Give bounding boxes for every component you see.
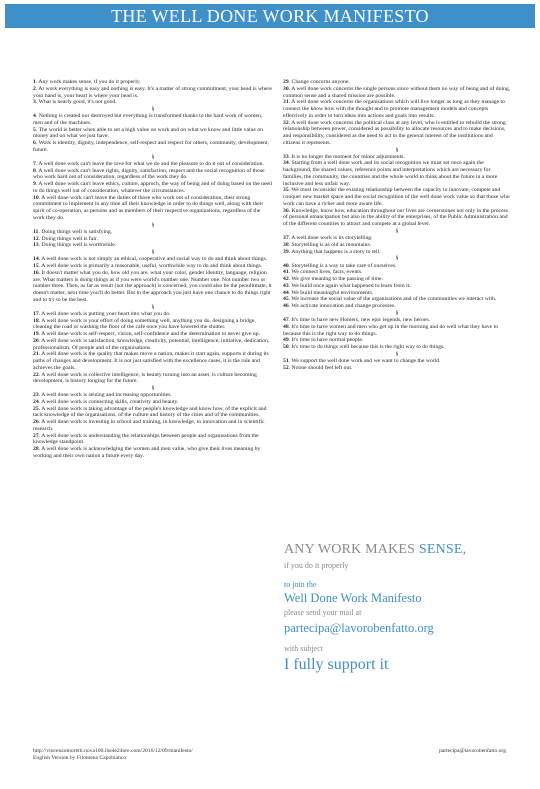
item-number: 18 <box>33 317 39 324</box>
manifesto-item <box>283 242 511 249</box>
manifesto-item <box>33 242 273 249</box>
item-number: 46 <box>283 303 289 310</box>
item-number: 16 <box>33 269 39 276</box>
item-number: 39 <box>283 248 289 255</box>
item-text: . A well done work is primarily a reasonable, useful, worthwhile way to do and think about things. <box>38 263 263 270</box>
manifesto-item <box>283 317 511 324</box>
manifesto-item <box>33 433 273 447</box>
item-text: . Starting from a well done work and its social recognition we must set once again the background, the shared values, reference points and interpretations which are necessary for families, the community, the countries and the whole world to think about the future in a more inclusive and less unfair way. <box>283 160 498 187</box>
item-number: 28 <box>33 446 39 453</box>
item-text: . It's time to have normal people. <box>288 337 364 344</box>
item-text: . Doing things well is worthwhile. <box>38 242 117 249</box>
cta-subject-text: I fully support it <box>284 656 389 673</box>
section-separator: § <box>151 249 155 256</box>
section-separator: § <box>395 146 399 153</box>
cta-join-text: to join the <box>284 580 317 589</box>
item-text: . A well done work is satisfaction, knowledge, creativity, potential, intelligence, initiative, dedication, professionalism. Of people and of the organisations. <box>33 337 270 351</box>
item-number: 35 <box>283 187 289 194</box>
item-text: . A well done work is taking advantage of the people's knowledge and know how, of the explicit and tacit knowledge of the organisations, of the culture and history of the cities and of the communities. <box>33 405 267 419</box>
manifesto-item <box>33 372 273 386</box>
section-separator: § <box>151 221 155 228</box>
cta-subline: if you do it properly <box>284 561 349 570</box>
item-text: . It's time to have new Homers, new epic legends, new heroes. <box>288 317 431 324</box>
manifesto-item <box>283 249 511 256</box>
manifesto-item <box>33 331 273 338</box>
manifesto-item <box>283 358 511 365</box>
item-text: . A well done work is understanding the relationships between people and organisations from the knowledge standpoint. <box>33 432 259 446</box>
manifesto-item <box>33 161 273 168</box>
item-text: . We give meaning to the passing of time. <box>288 276 383 283</box>
item-number: 5 <box>33 126 36 133</box>
manifesto-item <box>33 236 273 243</box>
cta-subject-label: with subject <box>284 644 323 653</box>
item-text: . We build meaningful environments. <box>288 289 374 296</box>
manifesto-item <box>33 270 273 304</box>
item-text: . We connect lives, facts, events. <box>288 269 363 276</box>
item-text: . A well done work is putting your heart into what you do. <box>38 310 171 317</box>
section-separator: § <box>395 350 399 357</box>
manifesto-item <box>283 235 511 242</box>
item-text: . Any work makes sense, if you do it properly. <box>35 79 141 85</box>
cta-headline-sense: SENSE <box>418 542 463 557</box>
item-text: . We build once again what happened to learn from it. <box>288 282 411 289</box>
item-number: 51 <box>283 358 289 365</box>
footer-url-link[interactable]: http://vincenzomoretti.nova100.ilsole24ore.com/2016/12/09/manifesto/ <box>33 748 193 754</box>
manifesto-item <box>33 419 273 433</box>
item-text: . We must reconsider the existing relationship between the capacity to innovate, compete and conquer new market space and the social recognition of the well done work value so that those who work can have a richer and more aware life. <box>283 187 510 207</box>
footer-credit: English Version by Filomena Capobianco <box>33 755 127 761</box>
item-number: 34 <box>283 160 289 167</box>
item-text: . We activate innovation and change processes. <box>288 303 396 310</box>
manifesto-item <box>33 195 273 222</box>
item-number: 1 <box>33 79 36 85</box>
item-text: . A well done work can't leave the love for what we do and the pleasure to do it out of consideration. <box>35 160 264 167</box>
item-text: . A well done work is investing in school and training, in knowledge, in innovation and in scientific research. <box>33 419 265 432</box>
section-separator: § <box>395 309 399 316</box>
item-number: 8 <box>33 167 36 174</box>
manifesto-item <box>33 140 273 154</box>
item-number: 21 <box>33 351 39 358</box>
manifesto-item <box>33 79 273 86</box>
item-text: . A well done work is collective intelligence, is beauty turning into an asset, is culture becoming development, is history longing for the future. <box>33 371 257 385</box>
manifesto-item <box>33 338 273 352</box>
item-text: . What is nearly good, it's not good. <box>35 99 117 106</box>
item-text: . It's time to have women and men who get up in the morning and do well what they have to because this is the right way to do things. <box>283 323 499 337</box>
manifesto-item <box>33 229 273 236</box>
section-separator: § <box>395 255 399 262</box>
item-number: 24 <box>33 398 39 405</box>
manifesto-item <box>283 303 511 310</box>
item-text: . Storytelling is a way to take care of ourselves. <box>288 262 397 269</box>
manifesto-item <box>33 406 273 420</box>
item-text: . Noone should feel left out. <box>288 364 353 371</box>
cta-manifesto-name: Well Done Work Manifesto <box>284 591 422 605</box>
item-text: . A well done work is your effort of doing something well, anything you do, designing a bridge, cleaning the road or washing the floor of the café once you have lowered the shutter. <box>33 317 256 331</box>
section-separator: § <box>151 106 155 112</box>
item-text: . We increase the social value of the organisations and of the communities we interact with. <box>288 296 497 303</box>
manifesto-item <box>33 399 273 406</box>
item-number: 43 <box>283 282 289 289</box>
item-text: . Doing things well is fair. <box>38 235 98 242</box>
section-separator: § <box>395 227 399 234</box>
item-text: . A well done work is its storytelling. <box>288 235 373 242</box>
manifesto-item <box>283 160 511 187</box>
cta-email-link[interactable]: partecipa@lavorobenfatto.org <box>284 621 434 635</box>
manifesto-item <box>33 446 273 460</box>
section-separator: § <box>151 303 155 310</box>
item-number: 32 <box>283 119 289 126</box>
item-text: . A well done work is seizing and increasing opportunities. <box>38 392 172 399</box>
item-number: 26 <box>33 419 39 426</box>
cta-headline-comma: , <box>462 542 467 557</box>
cta-send-text: please send your mail at <box>284 608 362 617</box>
manifesto-item <box>33 86 273 100</box>
item-number: 6 <box>33 140 36 147</box>
item-text: . A well done work is connecting skills, creativity and beauty. <box>38 398 179 405</box>
item-text: . Doing things well is satisfying. <box>38 228 113 235</box>
item-text: . Knowledge, know how, education throughout our lives are cornerstones not only in the process of personal emancipation but also in the ability of the enterprises, of the Public Administration and of the different countries to attract and compete at a global level. <box>283 207 509 228</box>
item-number: 48 <box>283 323 289 330</box>
manifesto-item <box>283 283 511 290</box>
manifesto-item <box>283 187 511 207</box>
item-number: 27 <box>33 432 39 439</box>
item-number: 23 <box>33 392 39 399</box>
page-title: THE WELL DONE WORK MANIFESTO <box>111 6 429 26</box>
item-text: . Anything that happens is a story to tell. <box>288 248 381 255</box>
item-number: 14 <box>33 256 39 263</box>
item-number: 7 <box>33 160 36 167</box>
item-number: 40 <box>283 262 289 269</box>
item-number: 15 <box>33 263 39 270</box>
footer-email[interactable]: partecipa@lavorobenfatto.org <box>438 748 506 754</box>
manifesto-item <box>33 181 273 195</box>
item-text: . At work everything is easy and nothing is easy. It's a matter of strong commitment, your head is where your hand is, your heart is where your head is. <box>33 85 272 99</box>
item-number: 36 <box>283 207 289 214</box>
item-number: 2 <box>33 85 36 92</box>
manifesto-item <box>33 392 273 399</box>
cta-headline-part-a: ANY WORK MAKES <box>284 542 419 557</box>
item-text: . The world is better when able to set a high value on work and on what we know and little value on money and on what we just have. <box>33 126 264 140</box>
item-text: . Storytelling is as old as mountains. <box>288 241 372 248</box>
item-text: . A well done work can't leave the duties of those who work out of consideration, their strong commitment to implement in any time all their knowledge in order to do things well, along with their spirit of co-operation, as persons and as members of their respective organizations, regardless of the work they do. <box>33 194 264 221</box>
title-banner <box>5 4 535 28</box>
item-number: 19 <box>33 331 39 338</box>
footer-source <box>33 748 333 762</box>
manifesto-item <box>33 127 273 141</box>
item-number: 3 <box>33 99 36 106</box>
item-number: 49 <box>283 337 289 344</box>
item-number: 45 <box>283 296 289 303</box>
manifesto-item <box>283 79 511 86</box>
item-number: 17 <box>33 310 39 317</box>
item-text: . Nothing is created nor destroyed but everything is transformed thanks to the hard work of women, men and of the machines. <box>33 113 263 126</box>
item-text: . A well done work concerns the organisations which will live longer as long as they manage to connect the know how with the thought and to promote management models and concepts effectively in order to turn ideas into actions and goals into results. <box>283 99 505 119</box>
item-number: 42 <box>283 276 289 283</box>
manifesto-item <box>283 365 511 372</box>
section-separator: § <box>151 385 155 392</box>
item-text: . A well done work is not simply an ethical, cooperative and social way to do and think about things. <box>38 256 268 263</box>
item-text: . It is no longer the moment for minor adjustments. <box>288 153 405 160</box>
manifesto-item <box>283 208 511 228</box>
item-number: 41 <box>283 269 289 276</box>
manifesto-item <box>283 99 511 119</box>
item-number: 50 <box>283 344 289 351</box>
item-text: . Change concerns anyone. <box>288 79 350 85</box>
item-text: . Work is identity, dignity, independence, self-respect and respect for others, community, development, future. <box>33 140 270 153</box>
item-number: 52 <box>283 364 289 371</box>
item-number: 25 <box>33 405 39 412</box>
item-text: . A well done work concerns the single persons since without them no way of being and of doing, common sense and a shared mission are possible. <box>283 85 511 99</box>
item-number: 30 <box>283 85 289 92</box>
item-number: 29 <box>283 79 289 85</box>
item-text: . A well done work can't leave ethics, culture, approch, the way of being and of doing based on the need to do things well out of consideration, whatever the circumstances. <box>33 181 272 194</box>
item-number: 37 <box>283 235 289 242</box>
section-separator: § <box>151 153 155 160</box>
item-text: . It's time to do things well because this is the right way to do things. <box>288 344 445 351</box>
item-number: 20 <box>33 337 39 344</box>
item-text: . A well done work can't leave rights, dignity, satisfaction, respect and the social recognition of those who work hard out of consideration, regardless of the work they do. <box>33 167 265 181</box>
item-number: 22 <box>33 371 39 378</box>
item-number: 38 <box>283 241 289 248</box>
manifesto-item <box>33 113 273 127</box>
item-text: . A well done work is acknowledging the women and men value, who give their lives meaning by working and their own nation a future every day. <box>33 446 261 459</box>
item-number: 47 <box>283 317 289 324</box>
manifesto-item <box>283 86 511 100</box>
item-number: 4 <box>33 113 36 120</box>
manifesto-item <box>283 324 511 338</box>
cta-headline <box>284 542 524 558</box>
item-number: 44 <box>283 289 289 296</box>
call-to-action <box>284 542 524 674</box>
item-number: 13 <box>33 242 39 249</box>
manifesto-column-right <box>283 79 511 372</box>
manifesto-item <box>33 318 273 332</box>
item-text: . A well done work is self-respect, vision, self-confidence and the determination to never give up. <box>38 331 260 338</box>
manifesto-item <box>33 99 273 106</box>
item-number: 10 <box>33 194 39 201</box>
manifesto-item <box>283 337 511 344</box>
item-text: . A well done work concerns the political class at any level, who is entitled to rebuild the strong relationship between power, considered as possibility to allocate resources and to make decisions, and responsibility, considered as the need to act in the general interest of the institutions and citizens it represents. <box>283 119 506 146</box>
manifesto-item <box>33 311 273 318</box>
manifesto-item <box>33 168 273 182</box>
item-text: . It doesn't matter what you do, how old you are, what your color, gender identity, language, religion are. What matters is doing things as if you were world's number one. Number one. Not number two or number three. Then, as far as result (not the approach) is concerned, you could also be the penultimate, it doesn't matter, next time you'll do better. But in the approach you just have one chance to do things right and to try to be the best. <box>33 269 272 303</box>
manifesto-item <box>283 276 511 283</box>
item-text: . A well done work is the quality that makes move a nation, makes it start again, supports it during its paths of changes and development. It is not just satisfied with the excellence cases, it is the rule and achieves the goals. <box>33 351 269 371</box>
item-text: . We support the well done work and we want to change the world. <box>288 358 441 365</box>
item-number: 9 <box>33 181 36 188</box>
item-number: 31 <box>283 99 289 106</box>
manifesto-item <box>283 120 511 147</box>
manifesto-item <box>283 344 511 351</box>
item-number: 12 <box>33 235 39 242</box>
manifesto-item <box>33 351 273 371</box>
manifesto-item <box>33 263 273 270</box>
manifesto-column-left <box>33 79 273 460</box>
item-number: 33 <box>283 153 289 160</box>
manifesto-item <box>283 296 511 303</box>
item-number: 11 <box>33 228 39 235</box>
